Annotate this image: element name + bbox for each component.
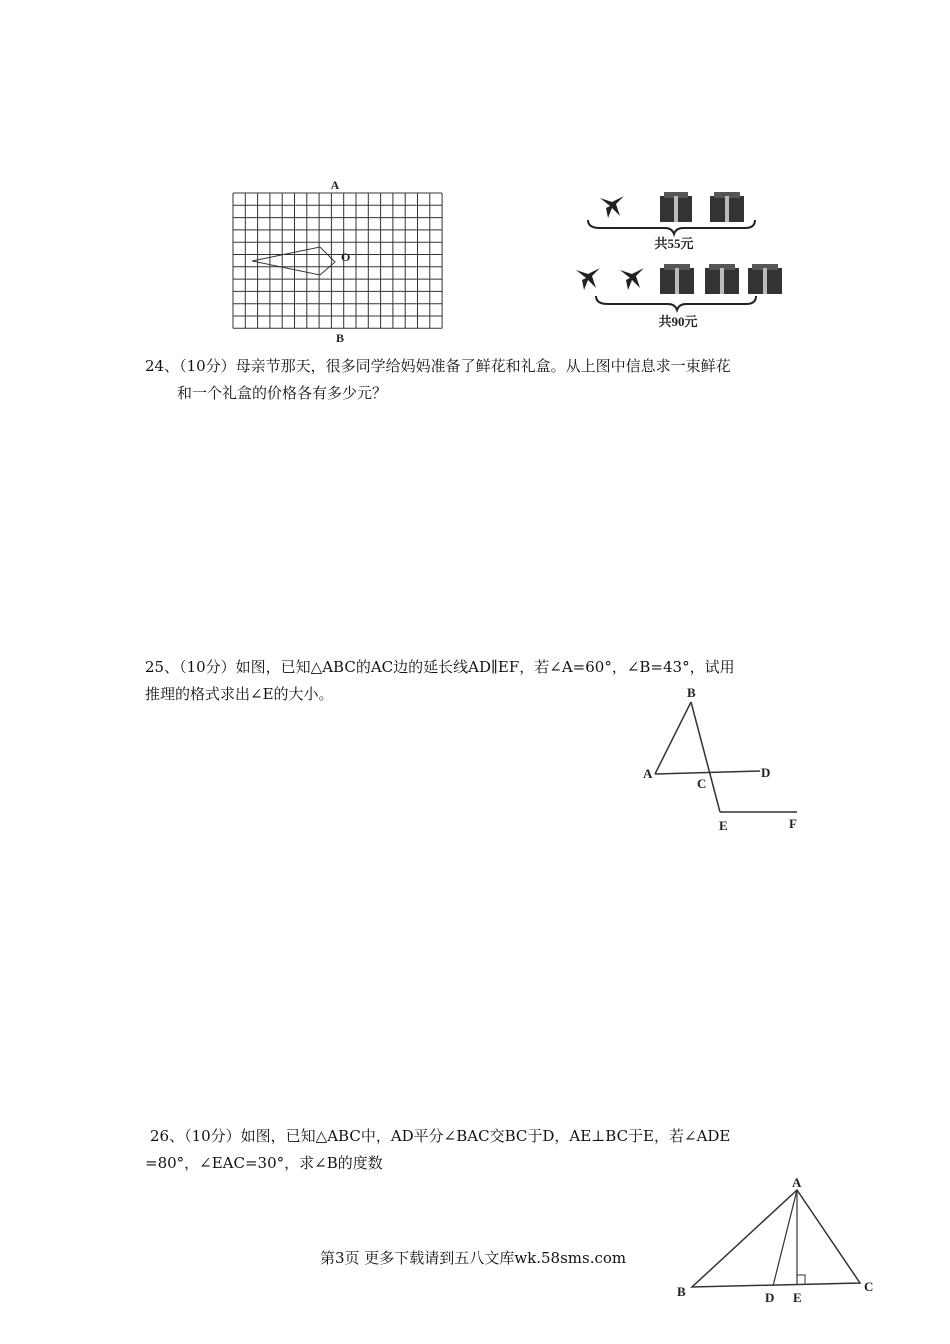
flower-icon (574, 268, 600, 290)
q26-label-c: C (864, 1279, 874, 1294)
question-26-line1: 26、（10分）如图，已知△ABC中，AD平分∠BAC交BC于D，AE⊥BC于E，若∠ADE (150, 1127, 731, 1145)
question-24-line2: 和一个礼盒的价格各有多少元？ (177, 384, 388, 402)
price-total-row2: 共90元 (658, 314, 698, 329)
grid-label-bottom: B (335, 331, 345, 345)
grid-label-top: A (330, 178, 340, 192)
q25-label-b: B (687, 685, 696, 700)
gift-box-icon (748, 264, 782, 294)
gift-box-icon (660, 264, 694, 294)
q25-label-c: C (697, 776, 707, 791)
price-total-row1: 共55元 (654, 236, 694, 251)
question-26-line2: =80°，∠EAC=30°，求∠B的度数 (145, 1154, 383, 1172)
q26-figure (670, 1175, 885, 1310)
q26-label-e: E (793, 1290, 802, 1305)
grid-figure (225, 175, 450, 350)
question-25-line1: 25、（10分）如图，已知△ABC的AC边的延长线AD∥EF，若∠A=60°，∠B=43°，试用 (145, 658, 735, 676)
question-24-line1: 24、（10分）母亲节那天，很多同学给妈妈准备了鲜花和礼盒。从上图中信息求一束鲜花 (145, 357, 731, 375)
q25-label-e: E (719, 818, 728, 833)
flower-icon (618, 268, 644, 290)
question-25-line2: 推理的格式求出∠E的大小。 (145, 685, 334, 703)
q25-label-a: A (643, 766, 653, 781)
q26-label-b: B (677, 1284, 686, 1299)
page-footer: 第3页 更多下载请到五八文库wk.58sms.com (320, 1249, 627, 1267)
gift-box-icon (705, 264, 739, 294)
flower-icon (598, 196, 624, 218)
gift-box-icon (660, 192, 692, 222)
price-figure (560, 178, 800, 338)
q26-label-a: A (792, 1175, 802, 1190)
grid-label-point: O (341, 250, 351, 264)
brace-row1 (588, 220, 755, 234)
gift-box-icon (710, 192, 744, 222)
q25-figure (635, 680, 815, 840)
kite-shape (252, 247, 335, 275)
q25-label-d: D (761, 765, 771, 780)
q26-label-d: D (765, 1290, 775, 1305)
brace-row2 (596, 296, 756, 310)
q25-label-f: F (789, 816, 797, 831)
